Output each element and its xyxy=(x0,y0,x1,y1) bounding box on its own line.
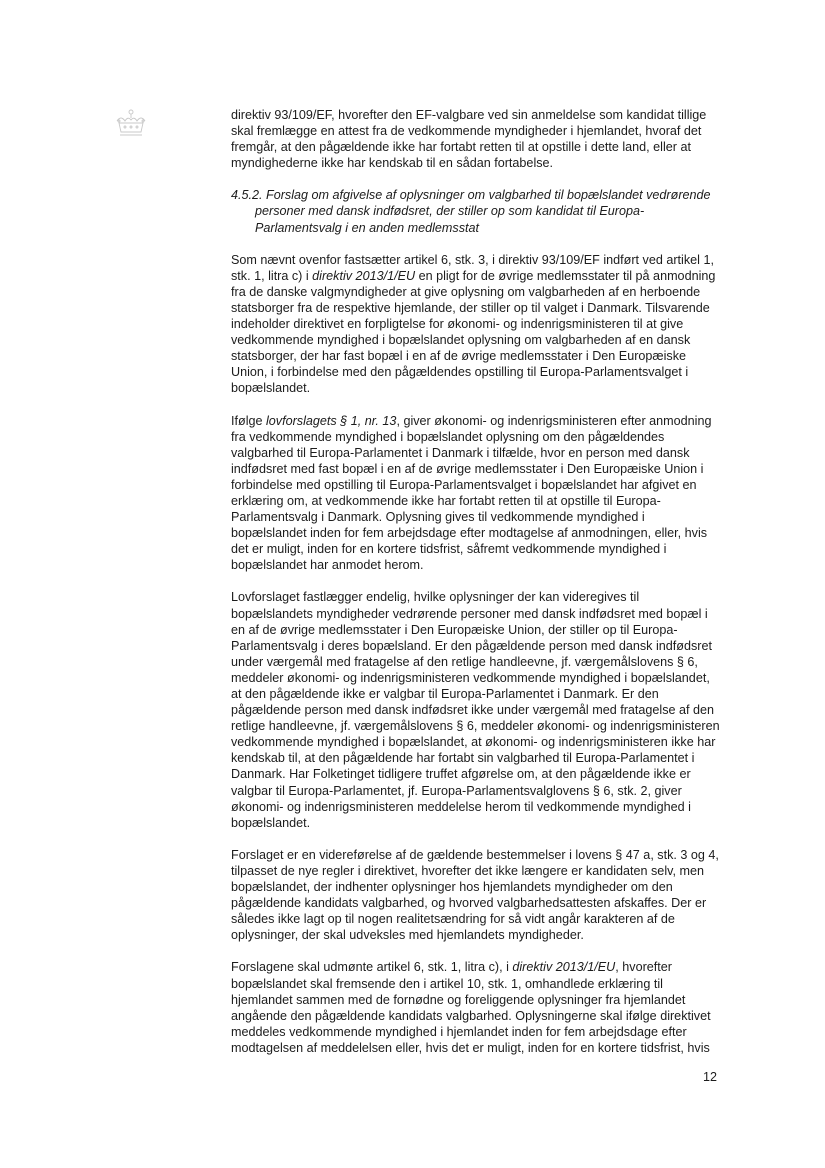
paragraph-3: Lovforslaget fastlægger endelig, hvilke oplysninger der kan videregives til bopælslandets myndigheder vedrørende personer med dansk indfødsret med bopæl i en af de øvrige medlemsstater i Den Europæiske Union, der stiller op til Europa-Parlamentsvalg i deres bopælsland. Er den pågældende person med dansk indfødsret under værgemål med fratagelse af den retlige handleevne, jf. værgemålslovens § 6, meddeler økonomi- og indenrigsministeren vedkommende myndighed i bopælslandet, at den pågældende ikke er valgbar til Europa-Parlamentet i Danmark. Er den pågældende person med dansk indfødsret ikke under værgemål med fratagelse af den retlige handleevne, jf. værgemålslovens § 6, meddeler økonomi- og indenrigsministeren vedkommende myndighed i bopælslandet, at økonomi- og indenrigsministeren ikke har kendskab til, at den pågældende har fortabt sin valgbarhed til Europa-Parlamentet i Danmark. Har Folketinget tidligere truffet afgørelse om, at den pågældende ikke er valgbar til Europa-Parlamentet, jf. Europa-Parlamentsvalglovens § 6, stk. 2, giver økonomi- og indenrigsministeren meddelelse herom til vedkommende myndighed i bopælslandet. xyxy=(231,590,720,830)
crown-icon xyxy=(111,107,151,147)
paragraph-1-text-a: Som nævnt ovenfor fastsætter artikel 6, stk. 3, i direktiv 93/109/EF indført ved artikel 1, stk. 1, litra c) i xyxy=(231,252,714,283)
paragraph-5-italic: direktiv 2013/1/EU xyxy=(512,960,616,975)
document-body xyxy=(231,107,721,1056)
paragraph-5-text-a: Forslagene skal udmønte artikel 6, stk. 1, litra c), i xyxy=(231,960,513,975)
paragraph-1-italic: direktiv 2013/1/EU xyxy=(312,268,416,283)
intro-paragraph: direktiv 93/109/EF, hvorefter den EF-valgbare ved sin anmeldelse som kandidat tillige skal fremlægge en attest fra de vedkommende myndigheder i hjemlandet, hvoraf det fremgår, at den pågældende ikke har fortabt retten til at opstille i dette land, eller at myndighederne ikke har kendskab til en sådan fortabelse. xyxy=(231,108,707,171)
paragraph-2 xyxy=(231,413,721,574)
paragraph-2-text-b: , giver økonomi- og indenrigsministeren efter anmodning fra vedkommende myndighed i bopælslandet oplysning om den pågældendes valgbarhed til Europa-Parlamentet i Danmark i tilfælde, hvor en person med dansk indfødsret med fast bopæl i en af de øvrige medlemsstater i Den Europæiske Union i forbindelse med opstilling til Europa-Parlamentsvalget i bopælslandet har afgivet en erklæring om, at vedkommende ikke har fortabt retten til at opstille til Europa-Parlamentsvalg i Danmark. Oplysning gives til vedkommende myndighed i bopælslandet inden for fem arbejdsdage efter modtagelse af anmodningen, eller, hvis det er muligt, inden for en kortere tidsfrist, såfremt vedkommende myndighed i bopælslandet har anmodet herom. xyxy=(231,413,712,573)
paragraph-2-text-a: Ifølge xyxy=(231,413,266,428)
paragraph-1-text-b: en pligt for de øvrige medlemsstater til på anmodning fra de danske valgmyndigheder at give oplysning om valgbarheden af en herboende statsborger fra de respektive hjemlande, der stiller op til valget i Danmark. Tilsvarende indeholder direktivet en forpligtelse for økonomi- og indenrigsministeren til at give vedkommende myndighed i bopælslandet oplysning om valgbarheden af en dansk statsborger, der har fast bopæl i en af de øvrige medlemsstater i Den Europæiske Union, i forbindelse med den pågældendes opstilling til Europa-Parlamentsvalget i bopælslandet. xyxy=(231,268,716,396)
paragraph-1 xyxy=(231,252,721,397)
crown-logo xyxy=(111,107,151,147)
page-number: 12 xyxy=(703,1070,718,1084)
section-heading: 4.5.2. Forslag om afgivelse af oplysninger om valgbarhed til bopælslandet vedrørende personer med dansk indfødsret, der stiller op som kandidat til Europa-Parlamentsvalg i en anden medlemsstat xyxy=(231,188,711,235)
paragraph-5-text-b: , hvorefter bopælslandet skal fremsende den i artikel 10, stk. 1, omhandlede erklæring til hjemlandet sammen med de fornødne og foreliggende oplysninger fra hjemlandet angående den pågældende kandidats valgbarhed. Oplysningerne skal ifølge direktivet meddeles vedkommende myndighed i hjemlandet inden for fem arbejdsdage efter modtagelsen af meddelelsen eller, hvis det er muligt, inden for en kortere tidsfrist, hvis xyxy=(231,960,711,1055)
paragraph-2-italic: lovforslagets § 1, nr. 13 xyxy=(266,413,397,428)
paragraph-5 xyxy=(231,959,721,1056)
paragraph-4: Forslaget er en videreførelse af de gældende bestemmelser i lovens § 47 a, stk. 3 og 4, tilpasset de nye regler i direktivet, hvorefter det ikke længere er kandidaten selv, men bopælslandet, der indhenter oplysninger hos hjemlandets myndigheder om den pågældende kandidats valgbarhed, og hvorved valgbarhedsattesten afskaffes. Der er således ikke lagt op til nogen realitetsændring for så vidt angår karakteren af de oplysninger, der skal udveksles med hjemlandets myndigheder. xyxy=(231,847,719,943)
